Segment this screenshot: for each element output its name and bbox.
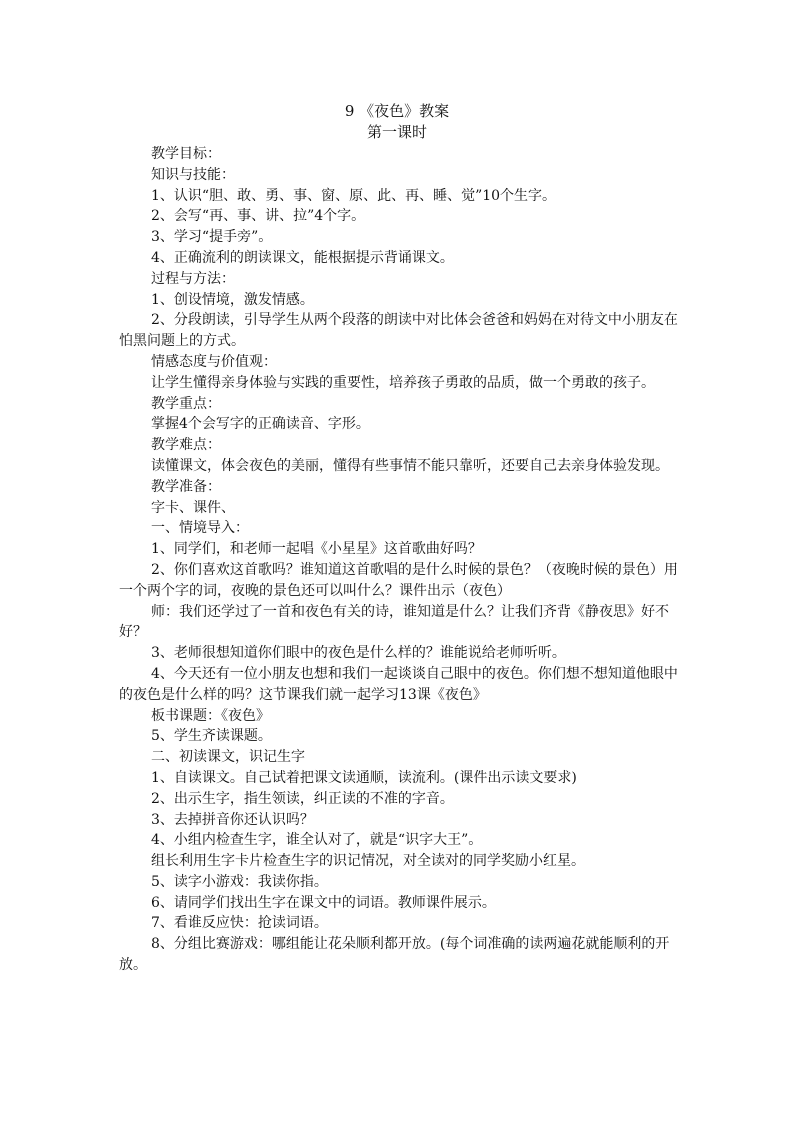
paragraph: 2、你们喜欢这首歌吗？谁知道这首歌唱的是什么时候的景色？（夜晚时候的景色）用一个两个字的词，夜晚的景色还可以叫什么？课件出示（夜色）	[119, 561, 678, 599]
paragraph: 师：我们还学过了一首和夜色有关的诗，谁知道是什么？让我们齐背《静夜思》好不好？	[119, 603, 669, 641]
paragraph: 8、分组比赛游戏：哪组能让花朵顺利都开放。(每个词准确的读两遍花就能顺利的开放。	[119, 936, 670, 974]
paragraph: 3、学习“提手旁”。	[151, 229, 273, 246]
paragraph: 1、创设情境，激发情感。	[151, 291, 314, 308]
paragraph: 教学重点：	[151, 395, 221, 412]
document-subtitle: 第一课时	[366, 123, 427, 141]
paragraph: 教学目标：	[151, 146, 221, 162]
paragraph: 掌握4个会写字的正确读音、字形。	[151, 416, 370, 433]
paragraph: 情感态度与价值观：	[151, 353, 277, 370]
paragraph: 读懂课文，体会夜色的美丽，懂得有些事情不能只靠听，还要自己去亲身体验发现。	[151, 457, 669, 474]
paragraph: 2、分段朗读，引导学生从两个段落的朗读中对比体会爸爸和妈妈在对待文中小朋友在怕黑问题上的方式。	[119, 312, 678, 350]
paragraph: 字卡、课件、	[151, 499, 235, 516]
document-title: 9 《夜色》教案	[344, 102, 450, 120]
paragraph: 2、会写“再、事、讲、拉”4个字。	[151, 208, 366, 225]
paragraph: 教学难点：	[151, 437, 221, 454]
paragraph: 教学准备：	[151, 478, 221, 495]
paragraph: 6、请同学们找出生字在课文中的词语。教师课件展示。	[151, 894, 496, 911]
paragraph: 二、初读课文，识记生字	[151, 749, 305, 766]
paragraph: 1、自读课文。自己试着把课文读通顺，读流利。(课件出示读文要求)	[151, 769, 577, 786]
paragraph: 3、去掉拼音你还认识吗？	[151, 811, 314, 828]
paragraph: 2、出示生字，指生领读，纠正读的不准的字音。	[151, 790, 454, 807]
document-body	[119, 144, 679, 976]
paragraph: 7、看谁反应快：抢读词语。	[151, 915, 328, 932]
paragraph: 3、老师很想知道你们眼中的夜色是什么样的？谁能说给老师听听。	[151, 645, 566, 662]
paragraph: 一、情境导入：	[151, 520, 249, 537]
paragraph: 组长利用生字卡片检查生字的识记情况，对全读对的同学奖励小红星。	[151, 853, 585, 870]
paragraph: 5、读字小游戏：我读你指。	[151, 873, 328, 890]
paragraph: 4、小组内检查生字，谁全认对了，就是“识字大王”。	[151, 832, 483, 849]
paragraph: 让学生懂得亲身体验与实践的重要性，培养孩子勇敢的品质，做一个勇敢的孩子。	[151, 374, 655, 391]
paragraph: 知识与技能：	[151, 166, 235, 183]
paragraph: 4、今天还有一位小朋友也想和我们一起谈谈自己眼中的夜色。你们想不想知道他眼中的夜色是什么样的吗？这节课我们就一起学习13课《夜色》	[119, 665, 678, 703]
paragraph: 1、认识“胆、敢、勇、事、窗、原、此、再、睡、觉”10个生字。	[151, 187, 557, 204]
paragraph: 5、学生齐读课题。	[151, 728, 272, 745]
paragraph: 板书课题：《夜色》	[151, 707, 270, 724]
paragraph: 过程与方法：	[151, 270, 235, 287]
paragraph: 1、同学们，和老师一起唱《小星星》这首歌曲好吗？	[151, 541, 482, 558]
paragraph: 4、正确流利的朗读课文，能根据提示背诵课文。	[151, 249, 454, 266]
